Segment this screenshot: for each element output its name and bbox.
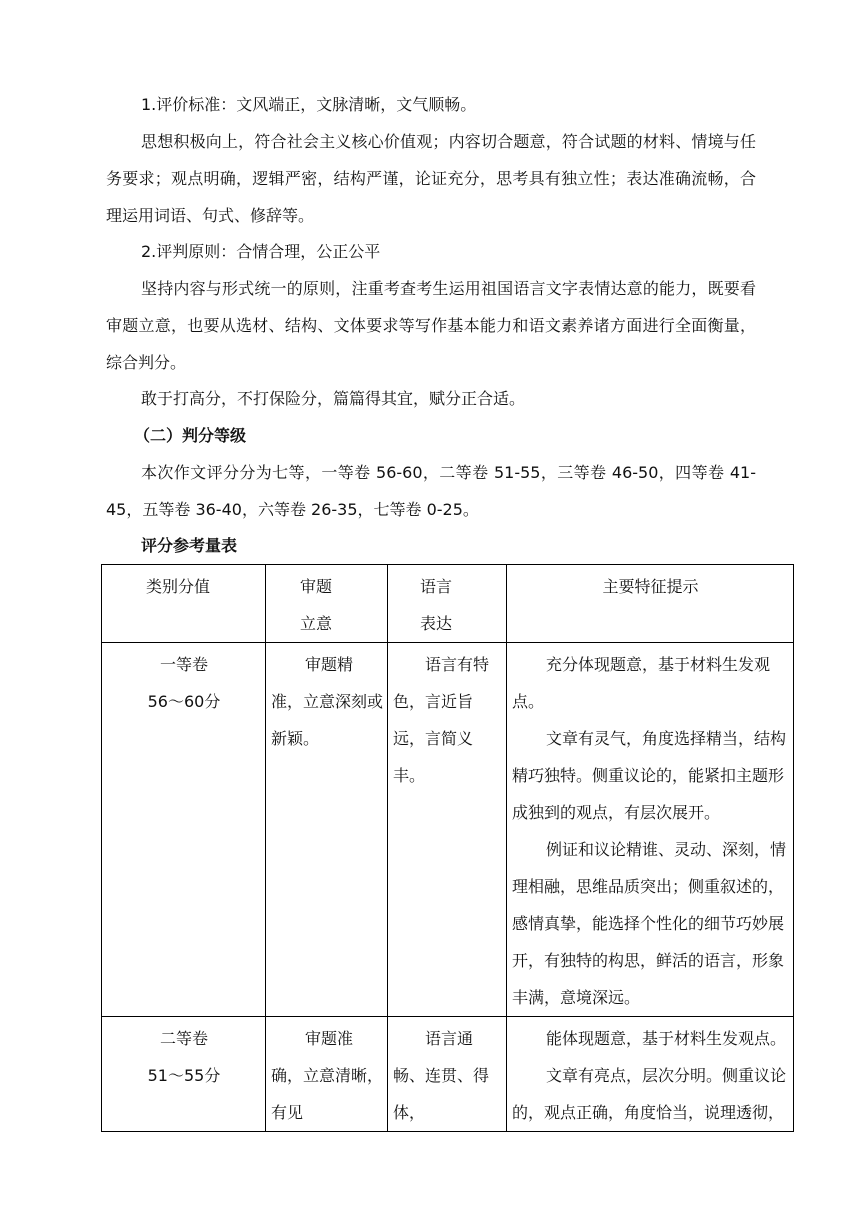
paragraph-scoring-attitude: 敢于打高分，不打保险分，篇篇得其宜，赋分正合适。 [141,389,526,408]
header-shenti: 审题 立意 [266,565,388,643]
grade-label: 二等卷 [159,1029,208,1048]
yuyan-cell: 语言通畅、连贯、得体， [388,1017,507,1132]
table-title: 评分参考量表 [141,536,238,555]
yuyan-cell: 语言有特色，言近旨远，言简义丰。 [388,643,507,1017]
shenti-cell: 审题准确，立意清晰，有见 [266,1017,388,1132]
grade-cell [102,643,266,1017]
section-heading-grading-levels: （二）判分等级 [134,426,247,445]
grade-range: 51～55分 [147,1066,221,1085]
scoring-reference-table [101,564,794,1132]
feature-text: 能体现题意，基于材料生发观点。 [546,1029,787,1048]
feature-text: 文章有亮点，层次分明。侧重议论的，观点正确，角度恰当，说理透彻， [512,1066,787,1122]
table-header-row [102,565,794,643]
table-row [102,1017,794,1132]
grade-range: 56～60分 [147,692,221,711]
paragraph-evaluation-standard: 1.评价标准：文风端正，文脉清晰，文气顺畅。 [141,95,477,114]
paragraph-content-form: 坚持内容与形式统一的原则，注重考查考生运用祖国语言文字表情达意的能力，既要看审题立意，也要从选材、结构、文体要求等写作基本能力和语文素养诸方面进行全面衡量，综合判分。 [106,279,756,372]
shenti-cell: 审题精准，立意深刻或新颖。 [266,643,388,1017]
grade-cell [102,1017,266,1132]
feature-text: 例证和议论精谁、灵动、深刻，情理相融，思维品质突出；侧重叙述的，感情真挚，能选择个性化的细节巧妙展开，有独特的构思，鲜活的语言，形象丰满，意境深远。 [512,840,787,1007]
table-row [102,643,794,1017]
grade-label: 一等卷 [159,655,208,674]
paragraph-thought-requirements: 思想积极向上，符合社会主义核心价值观；内容切合题意，符合试题的材料、情境与任务要求；观点明确，逻辑严密，结构严谨，论证充分，思考具有独立性；表达准确流畅，合理运用词语、句式、修辞等。 [106,132,756,225]
feature-text: 文章有灵气，角度选择精当，结构精巧独特。侧重议论的，能紧扣主题形成独到的观点，有层次展开。 [512,729,787,822]
header-category: 类别分值 [102,565,266,643]
features-cell [507,643,794,1017]
paragraph-grade-ranges: 本次作文评分分为七等，一等卷 56-60，二等卷 51-55，三等卷 46-50，四等卷 41-45，五等卷 36-40，六等卷 26-35，七等卷 0-25。 [106,463,756,519]
header-yuyan: 语言 表达 [388,565,507,643]
header-features: 主要特征提示 [507,565,794,643]
feature-text: 充分体现题意，基于材料生发观点。 [512,655,771,711]
features-cell [507,1017,794,1132]
paragraph-judging-principle: 2.评判原则：合情合理，公正公平 [141,242,381,261]
